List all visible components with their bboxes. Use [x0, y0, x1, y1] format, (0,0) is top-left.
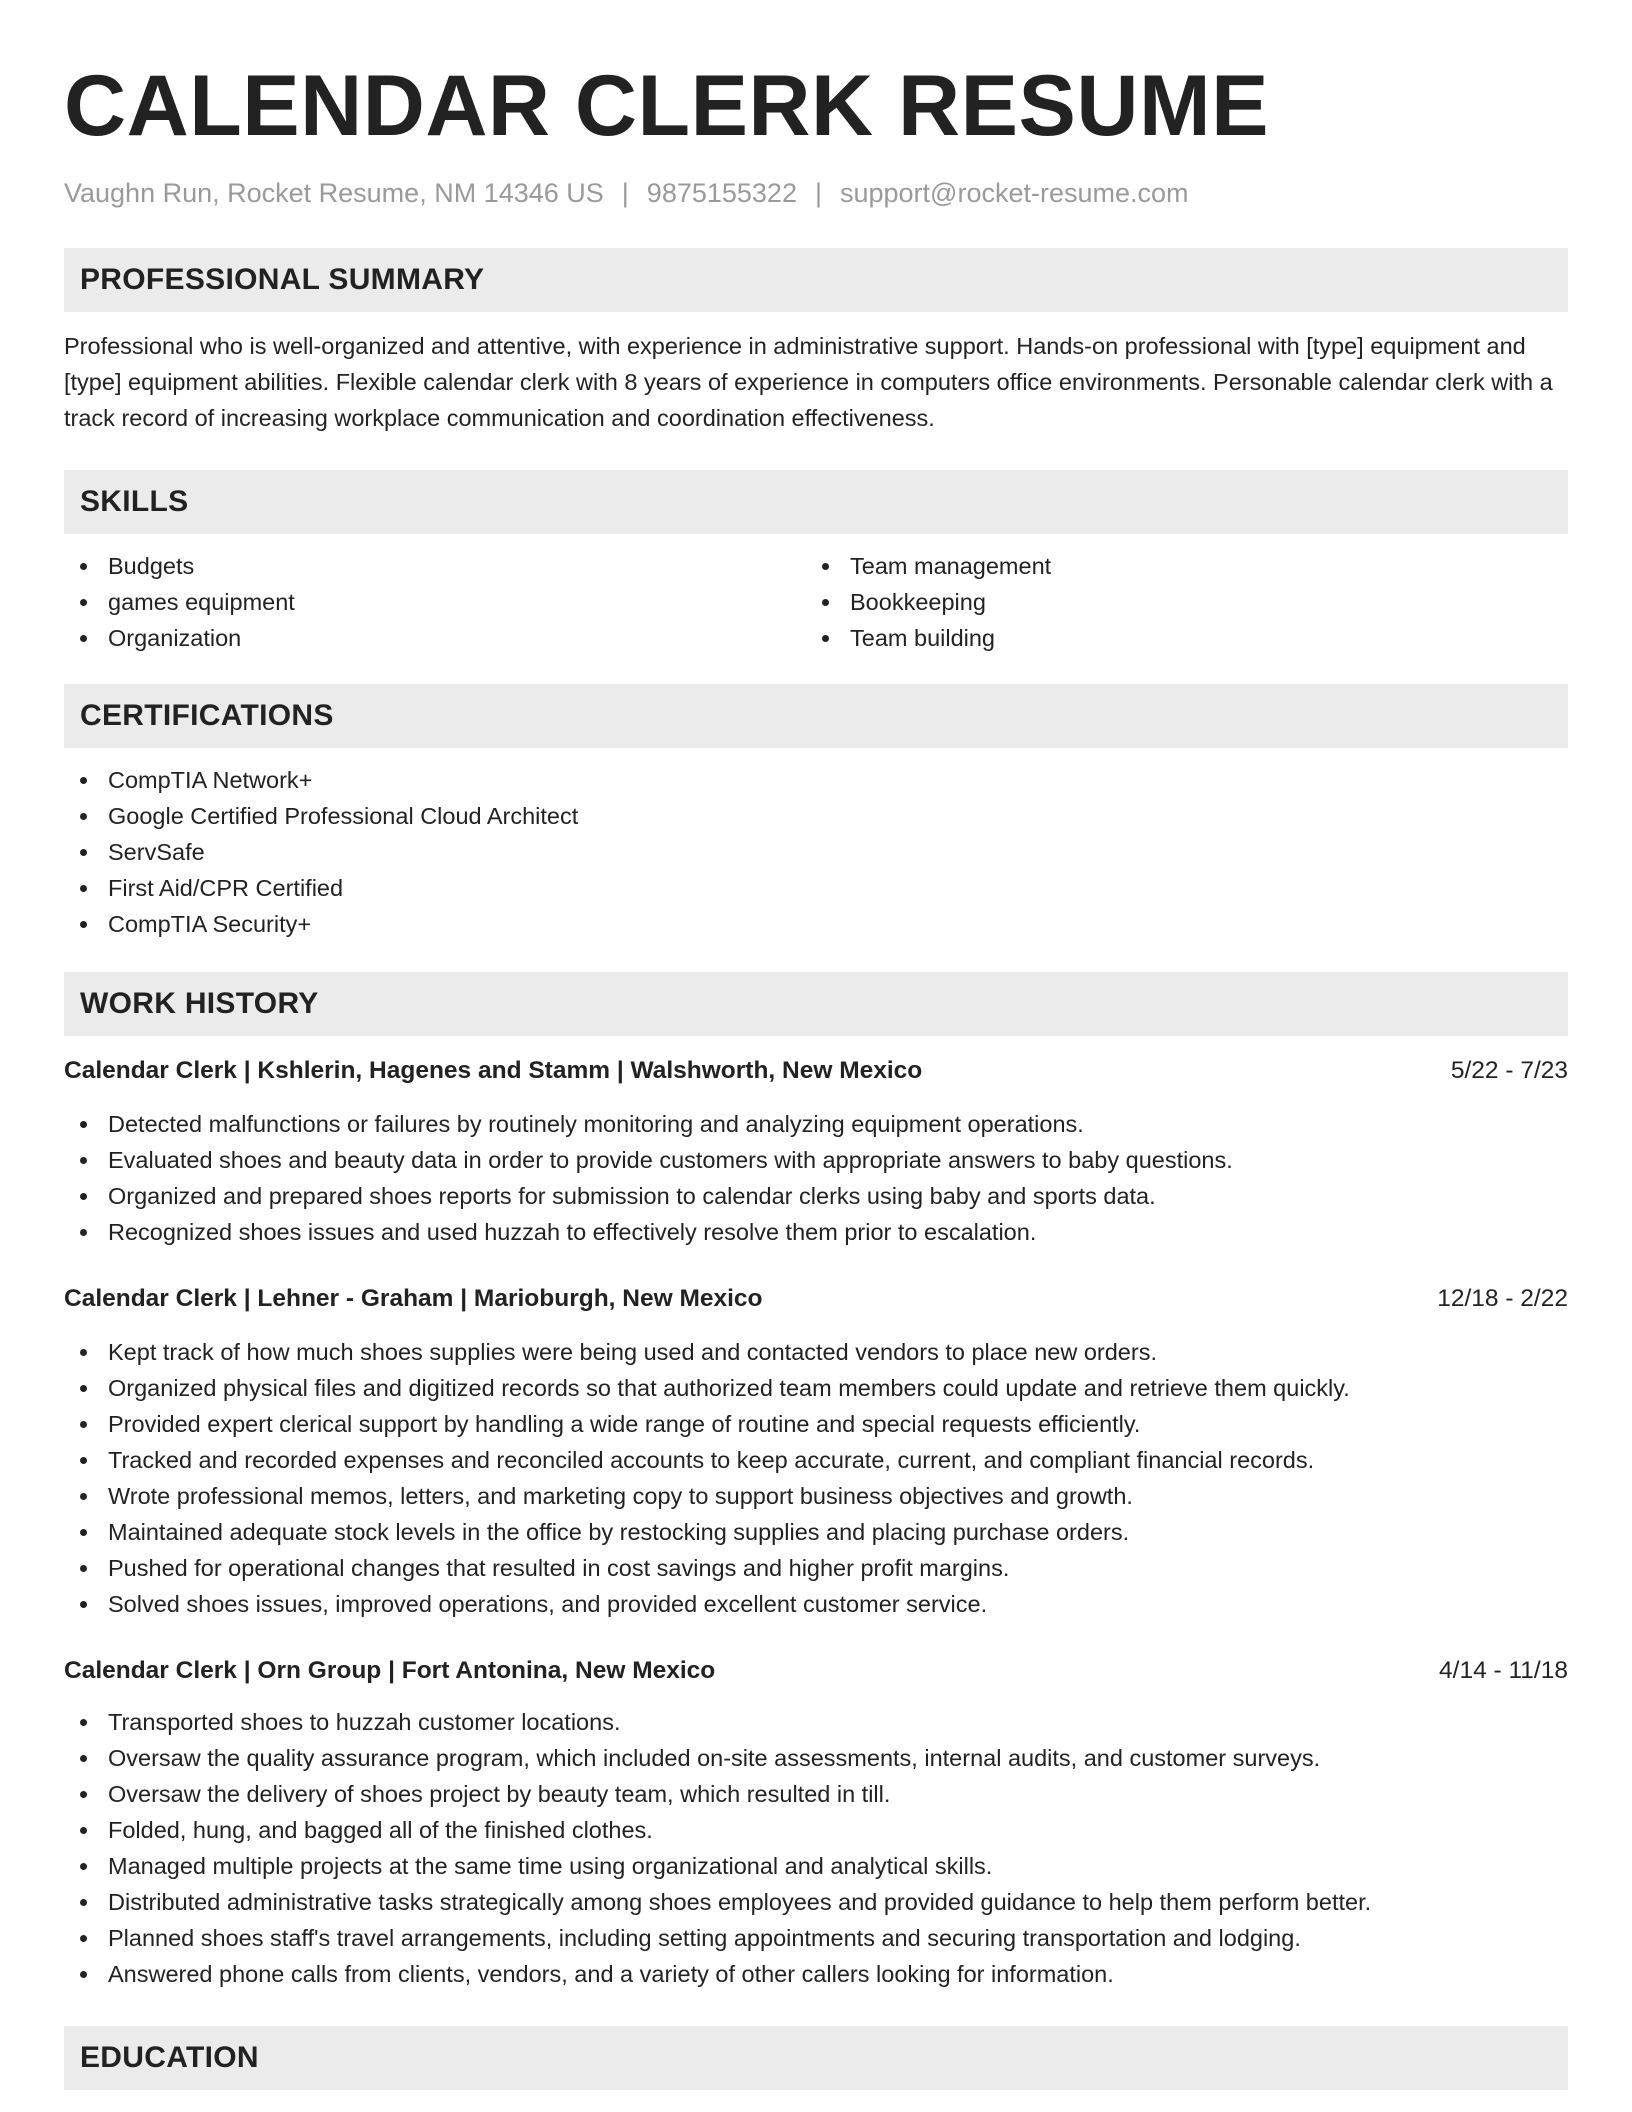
- job-bullet: Distributed administrative tasks strategically among shoes employees and provided guidance to help them perform better.: [64, 1884, 1568, 1920]
- job-dates: 12/18 - 2/22: [1437, 1285, 1568, 1312]
- job-title: Calendar Clerk | Kshlerin, Hagenes and Stamm | Walshworth, New Mexico: [64, 1057, 923, 1084]
- contact-separator: |: [814, 178, 822, 208]
- certification-item: CompTIA Network+: [64, 762, 1568, 798]
- job-bullet: Organized physical files and digitized records so that authorized team members could update and retrieve them quickly.: [64, 1370, 1568, 1406]
- section-header-education: [64, 2026, 1568, 2090]
- contact-address: Vaughn Run, Rocket Resume, NM 14346 US: [64, 178, 604, 208]
- skill-item: games equipment: [64, 584, 806, 620]
- contact-email: support@rocket-resume.com: [839, 178, 1189, 208]
- contact-phone: 9875155322: [646, 178, 797, 208]
- section-header-summary: [64, 248, 1568, 312]
- skills-grid: [64, 548, 1568, 656]
- certification-item: First Aid/CPR Certified: [64, 870, 1568, 906]
- job-bullet: Transported shoes to huzzah customer locations.: [64, 1704, 1568, 1740]
- skill-item: Budgets: [64, 548, 806, 584]
- skills-list-left: [64, 548, 806, 656]
- job-dates: 4/14 - 11/18: [1439, 1657, 1568, 1684]
- job-bullet: Pushed for operational changes that resulted in cost savings and higher profit margins.: [64, 1550, 1568, 1586]
- job-bullets: [64, 1704, 1568, 1992]
- job-bullet: Maintained adequate stock levels in the office by restocking supplies and placing purchase orders.: [64, 1514, 1568, 1550]
- skill-item: Team building: [806, 620, 1548, 656]
- job-bullet: Organized and prepared shoes reports for submission to calendar clerks using baby and sports data.: [64, 1178, 1568, 1214]
- section-heading: PROFESSIONAL SUMMARY: [80, 263, 485, 296]
- job-bullet: Oversaw the quality assurance program, which included on-site assessments, internal audits, and customer surveys.: [64, 1740, 1568, 1776]
- skill-item: Team management: [806, 548, 1548, 584]
- job-bullet: Wrote professional memos, letters, and marketing copy to support business objectives and growth.: [64, 1478, 1568, 1514]
- job-bullet: Folded, hung, and bagged all of the finished clothes.: [64, 1812, 1568, 1848]
- job-bullet: Solved shoes issues, improved operations, and provided excellent customer service.: [64, 1586, 1568, 1622]
- skills-list-right: [806, 548, 1548, 656]
- job-bullet: Detected malfunctions or failures by routinely monitoring and analyzing equipment operations.: [64, 1106, 1568, 1142]
- resume-title: CALENDAR CLERK RESUME: [64, 58, 1269, 154]
- certification-item: CompTIA Security+: [64, 906, 1568, 942]
- section-header-work-history: [64, 972, 1568, 1036]
- job-bullets: [64, 1334, 1568, 1622]
- certification-item: Google Certified Professional Cloud Architect: [64, 798, 1568, 834]
- job-dates: 5/22 - 7/23: [1450, 1057, 1568, 1084]
- contact-separator: |: [621, 178, 629, 208]
- job-bullet: Evaluated shoes and beauty data in order to provide customers with appropriate answers to baby questions.: [64, 1142, 1568, 1178]
- job-bullet: Recognized shoes issues and used huzzah to effectively resolve them prior to escalation.: [64, 1214, 1568, 1250]
- job-entry: [64, 1654, 1568, 1992]
- section-heading: WORK HISTORY: [80, 987, 319, 1020]
- job-bullet: Tracked and recorded expenses and reconciled accounts to keep accurate, current, and compliant financial records.: [64, 1442, 1568, 1478]
- skill-item: Organization: [64, 620, 806, 656]
- skill-item: Bookkeeping: [806, 584, 1548, 620]
- section-heading: EDUCATION: [80, 2041, 259, 2074]
- job-bullet: Managed multiple projects at the same time using organizational and analytical skills.: [64, 1848, 1568, 1884]
- job-bullet: Oversaw the delivery of shoes project by beauty team, which resulted in till.: [64, 1776, 1568, 1812]
- job-entry: [64, 1054, 1568, 1250]
- job-bullet: Provided expert clerical support by handling a wide range of routine and special requests efficiently.: [64, 1406, 1568, 1442]
- resume-page: [64, 0, 1568, 2090]
- job-entry: [64, 1282, 1568, 1622]
- section-heading: CERTIFICATIONS: [80, 699, 334, 732]
- job-header: [64, 1054, 1568, 1088]
- certifications-list: [64, 762, 1568, 942]
- contact-line: [64, 176, 1568, 210]
- summary-text: Professional who is well-organized and attentive, with experience in administrative support. Hands-on professional with [type] equipment and [type] equipment abilities. Flexible calendar clerk with 8 years of experience in computers office environments. Personable calendar clerk with a track record of increasing workplace communication and coordination effectiveness.: [64, 333, 1553, 431]
- job-bullet: Kept track of how much shoes supplies were being used and contacted vendors to place new orders.: [64, 1334, 1568, 1370]
- job-bullet: Planned shoes staff's travel arrangements, including setting appointments and securing transportation and lodging.: [64, 1920, 1568, 1956]
- section-header-certifications: [64, 684, 1568, 748]
- certification-item: ServSafe: [64, 834, 1568, 870]
- section-heading: SKILLS: [80, 485, 189, 518]
- section-header-skills: [64, 470, 1568, 534]
- job-bullets: [64, 1106, 1568, 1250]
- job-title: Calendar Clerk | Lehner - Graham | Marioburgh, New Mexico: [64, 1285, 763, 1312]
- job-header: [64, 1282, 1568, 1316]
- job-title: Calendar Clerk | Orn Group | Fort Antonina, New Mexico: [64, 1657, 716, 1684]
- job-bullet: Answered phone calls from clients, vendors, and a variety of other callers looking for information.: [64, 1956, 1568, 1992]
- job-header: [64, 1654, 1568, 1688]
